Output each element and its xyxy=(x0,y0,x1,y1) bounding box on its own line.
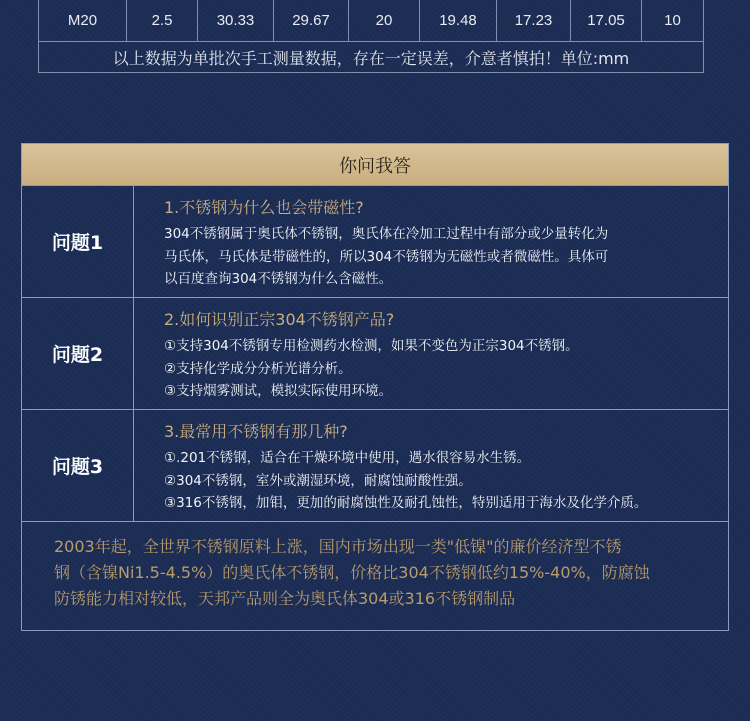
answer-line: ①.201不锈钢，适合在干燥环境中使用，遇水很容易水生锈。 xyxy=(164,450,531,466)
footer-line: 钢（含镍Ni1.5-4.5%）的奥氏体不锈钢，价格比304不锈钢低约15%-40%，防腐蚀 xyxy=(54,563,650,582)
answer-line: ③支持烟雾测试，模拟实际使用环境。 xyxy=(164,383,393,399)
question-text: 2.如何识别正宗304不锈钢产品? xyxy=(164,310,395,329)
table-cell: 17.23 xyxy=(497,0,571,41)
qa-footer xyxy=(22,521,728,630)
table-cell: 19.48 xyxy=(420,0,497,41)
question-label: 问题1 xyxy=(22,186,134,297)
table-row xyxy=(39,0,703,42)
answer-line: ②支持化学成分分析光谱分析。 xyxy=(164,360,352,377)
table-cell: 17.05 xyxy=(571,0,642,41)
qa-item-3 xyxy=(22,409,728,521)
table-cell: 2.5 xyxy=(127,0,198,41)
table-cell: 20 xyxy=(349,0,420,41)
question-label: 问题2 xyxy=(22,298,134,409)
answer-line: ①支持304不锈钢专用检测药水检测，如果不变色为正宗304不锈钢。 xyxy=(164,338,579,354)
qa-body xyxy=(134,298,728,409)
answer-line: ②304不锈钢，室外或潮湿环境，耐腐蚀耐酸性强。 xyxy=(164,472,472,489)
answer-line: 以百度查询304不锈钢为什么含磁性。 xyxy=(164,271,393,287)
qa-title: 你问我答 xyxy=(22,144,728,185)
qa-item-1 xyxy=(22,185,728,297)
spec-note: 以上数据为单批次手工测量数据，存在一定误差，介意者慎拍！单位:mm xyxy=(112,48,630,68)
spec-table xyxy=(38,0,704,73)
question-text: 3.最常用不锈钢有那几种? xyxy=(164,422,348,441)
footer-line: 防锈能力相对较低，天邦产品则全为奥氏体304或316不锈钢制品 xyxy=(54,589,516,608)
question-text: 1.不锈钢为什么也会带磁性? xyxy=(164,198,364,217)
answer-line: 304不锈钢属于奥氏体不锈钢，奥氏体在冷加工过程中有部分或少量转化为 xyxy=(164,226,609,242)
qa-item-2 xyxy=(22,297,728,409)
qa-body xyxy=(134,186,728,297)
answer-line: 马氏体，马氏体是带磁性的，所以304不锈钢为无磁性或者微磁性。具体可 xyxy=(164,248,609,265)
table-cell: M20 xyxy=(39,0,127,41)
footer-line: 2003年起，全世界不锈钢原料上涨，国内市场出现一类"低镍"的廉价经济型不锈 xyxy=(54,537,622,556)
question-label: 问题3 xyxy=(22,410,134,521)
table-cell: 10 xyxy=(664,12,681,29)
qa-body xyxy=(134,410,728,521)
answer-line: ③316不锈钢，加钼，更加的耐腐蚀性及耐孔蚀性，特别适用于海水及化学介质。 xyxy=(164,495,648,511)
qa-panel xyxy=(21,143,729,631)
table-cell: 30.33 xyxy=(198,0,274,41)
table-cell: 29.67 xyxy=(274,0,349,41)
